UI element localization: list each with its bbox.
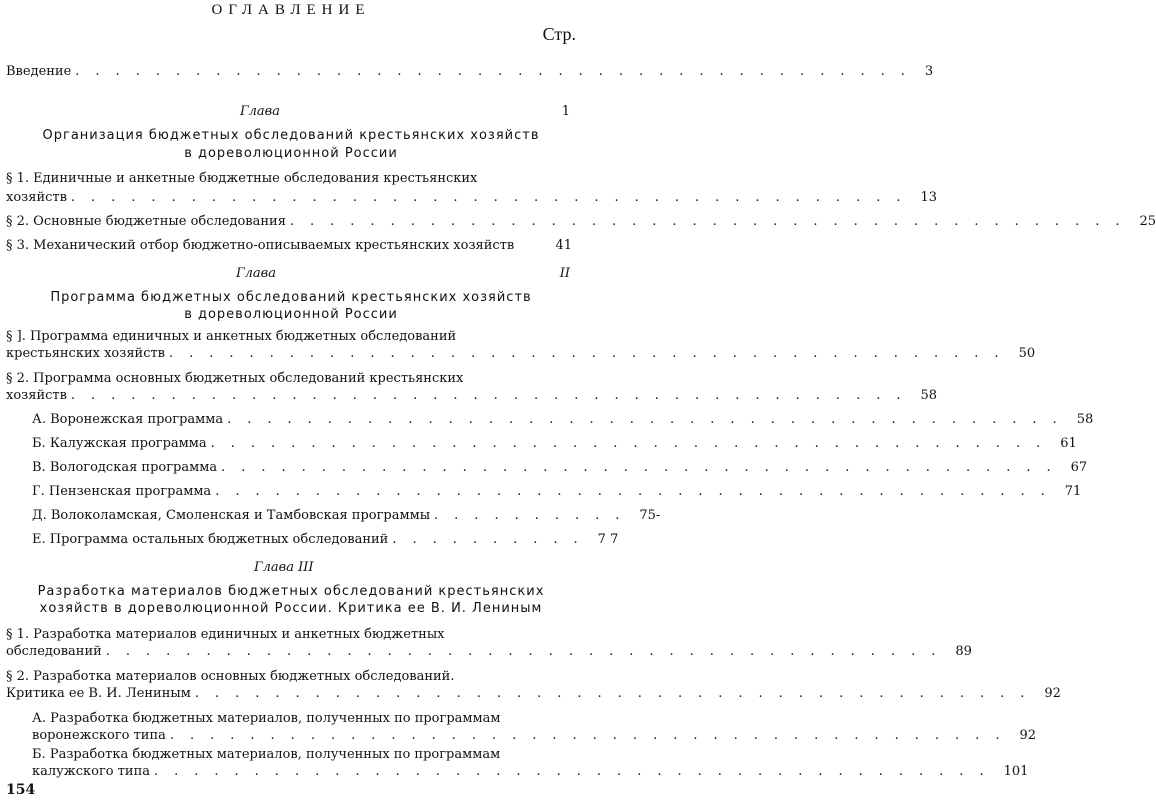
entry-label: крестьянских хозяйств (6, 346, 165, 361)
entry-label: § 3. Механический отбор бюджетно-описываемых крестьянских хозяйств (6, 238, 515, 253)
dot-leader: .......... (392, 532, 594, 547)
dot-leader: .......................................... (169, 346, 1015, 361)
subsection-2-a[interactable] (32, 410, 1094, 430)
chapter-1-number: 1 (561, 104, 570, 119)
dot-leader: .......................................... (210, 436, 1057, 451)
dot-leader: .......................................... (169, 728, 1016, 743)
page-number: 154 (6, 782, 36, 798)
entry-page: 58 (1076, 412, 1094, 427)
section-3-2-line1[interactable]: § 2. Разработка материалов основных бюджетных обследований. (6, 669, 455, 684)
entry-page: 75- (639, 508, 661, 523)
section-3-2[interactable] (6, 684, 1061, 704)
subsection-3-a[interactable] (32, 726, 1036, 746)
entry-label: § 2. Основные бюджетные обследования (6, 214, 286, 229)
entry-page: 71 (1064, 484, 1082, 499)
subsection-3-b[interactable] (32, 762, 1029, 782)
entry-label: Критика ее В. И. Лениным (6, 686, 191, 701)
chapter-2-label: Глава (236, 266, 276, 281)
entry-page: 41 (555, 238, 572, 253)
entry-page: 67 (1070, 460, 1088, 475)
entry-page: 3 (924, 64, 934, 79)
entry-page: 25 (1139, 214, 1156, 229)
entry-label: хозяйств (6, 190, 67, 205)
entry-page: 50 (1018, 346, 1036, 361)
chapter-3-title-line2: хозяйств в дореволюционной России. Критика ее В. И. Лениным (39, 601, 543, 616)
page-column-header: Стр. (542, 24, 576, 44)
dot-leader: .......................................... (70, 388, 917, 403)
entry-label: Б. Калужская программа (32, 436, 207, 451)
chapter-2-title-line1: Программа бюджетных обследований крестьянских хозяйств (50, 290, 532, 305)
entry-label: Д. Волоколамская, Смоленская и Тамбовская программы (32, 508, 431, 523)
entry-page: 7 7 (597, 532, 619, 547)
dot-leader: .......................................... (289, 214, 1136, 229)
toc-title: ОГЛАВЛЕНИЕ (211, 2, 371, 18)
entry-label: воронежского типа (32, 728, 166, 743)
chapter-1-title-line2: в дореволюционной России (184, 146, 398, 161)
section-2-2-line1[interactable]: § 2. Программа основных бюджетных обследований крестьянских (6, 371, 464, 386)
chapter-1-label: Глава (240, 104, 280, 119)
subsection-2-f[interactable] (32, 530, 619, 550)
section-1-1[interactable] (6, 188, 938, 208)
entry-page: 61 (1060, 436, 1077, 451)
chapter-1-title-line1: Организация бюджетных обследований крестьянских хозяйств (42, 128, 540, 143)
dot-leader: .......... (434, 508, 636, 523)
section-1-2[interactable] (6, 212, 1156, 232)
chapter-3-title-line1: Разработка материалов бюджетных обследований крестьянских (37, 584, 545, 599)
dot-leader: .......................................... (194, 686, 1041, 701)
dot-leader: .......................................... (221, 460, 1067, 475)
dot-leader: .......................................... (227, 412, 1073, 427)
dot-leader: .......................................... (215, 484, 1061, 499)
subsection-3-a-line1[interactable]: А. Разработка бюджетных материалов, полученных по программам (32, 711, 501, 726)
subsection-2-c[interactable] (32, 458, 1088, 478)
section-1-3[interactable] (6, 236, 572, 256)
dot-leader: .......................................... (105, 644, 952, 659)
subsection-2-e[interactable] (32, 506, 661, 526)
entry-label: В. Вологодская программа (32, 460, 218, 475)
entry-page: 89 (955, 644, 972, 659)
entry-page: 101 (1003, 764, 1029, 779)
chapter-2-number: II (559, 266, 570, 281)
dot-leader: .......................................... (154, 764, 1000, 779)
section-3-1-line1[interactable]: § 1. Разработка материалов единичных и анкетных бюджетных (6, 627, 445, 642)
entry-label: хозяйств (6, 388, 67, 403)
chapter-3-label: Глава III (254, 560, 314, 575)
entry-page: 92 (1044, 686, 1061, 701)
entry-label: Введение (6, 64, 72, 79)
subsection-3-b-line1[interactable]: Б. Разработка бюджетных материалов, полученных по программам (32, 747, 501, 762)
entry-label: Г. Пензенская программа (32, 484, 212, 499)
section-2-2[interactable] (6, 386, 938, 406)
section-3-1[interactable] (6, 642, 972, 662)
section-1-1-line1[interactable]: § 1. Единичные и анкетные бюджетные обследования крестьянских (6, 171, 478, 186)
entry-page: 58 (920, 388, 938, 403)
entry-label: обследований (6, 644, 102, 659)
chapter-2-title-line2: в дореволюционной России (184, 307, 398, 322)
toc-entry-intro[interactable] (6, 62, 934, 82)
entry-page: 13 (920, 190, 938, 205)
entry-label: калужского типа (32, 764, 151, 779)
dot-leader: .......................................... (70, 190, 917, 205)
section-2-1-line1[interactable]: § ]. Программа единичных и анкетных бюджетных обследований (6, 329, 457, 344)
entry-page: 92 (1019, 728, 1036, 743)
section-2-1[interactable] (6, 344, 1036, 364)
dot-leader: .......................................... (75, 64, 921, 79)
entry-label: А. Воронежская программа (32, 412, 224, 427)
subsection-2-b[interactable] (32, 434, 1077, 454)
subsection-2-d[interactable] (32, 482, 1082, 502)
entry-label: Е. Программа остальных бюджетных обследований (32, 532, 389, 547)
